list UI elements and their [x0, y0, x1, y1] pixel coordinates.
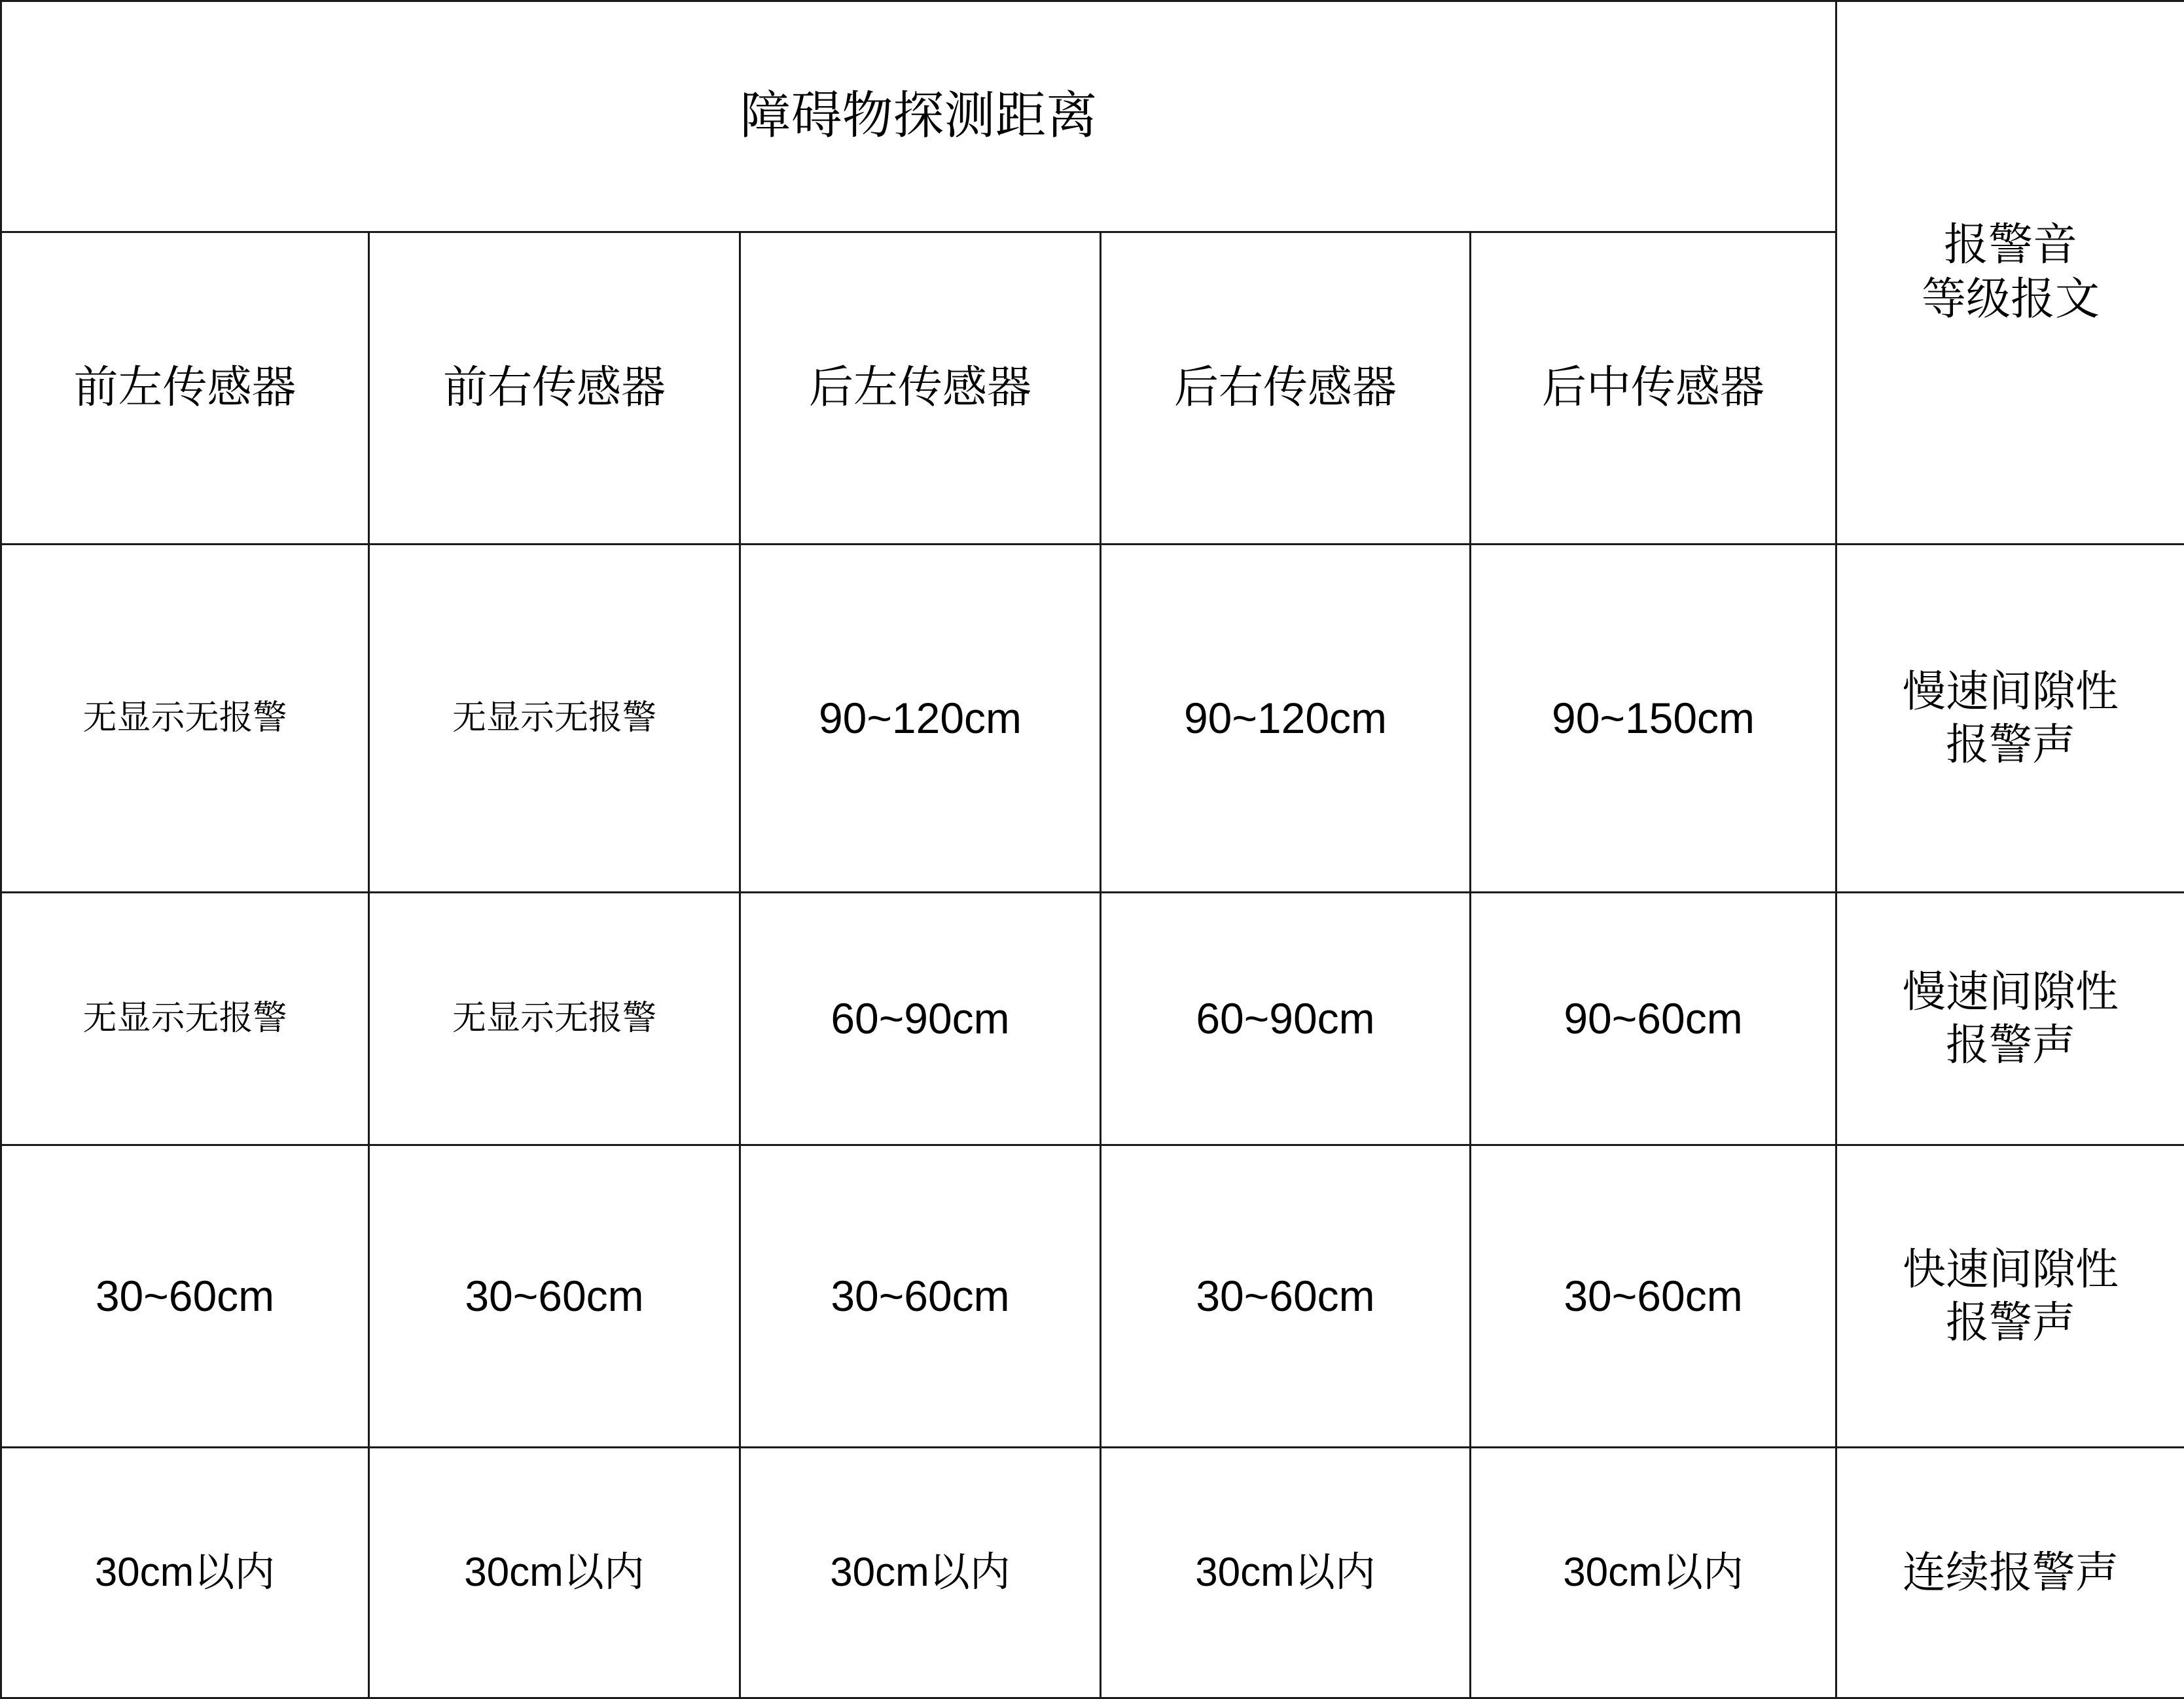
alarm-text-line: 慢速间隙性 [1837, 966, 2184, 1019]
table-cell: 30cm以内 [1101, 1448, 1471, 1698]
alarm-cell [1836, 1145, 2184, 1448]
alarm-cell [1836, 1448, 2184, 1698]
column-header-front-right: 前右传感器 [369, 232, 740, 545]
table-cell: 无显示无报警 [1, 545, 369, 893]
table-cell: 90~150cm [1471, 545, 1836, 893]
alarm-level-header [1836, 1, 2184, 545]
alarm-cell [1836, 893, 2184, 1145]
table-cell: 30~60cm [1, 1145, 369, 1448]
alarm-text-line: 报警声 [1837, 1297, 2184, 1350]
table-cell: 90~120cm [740, 545, 1101, 893]
alarm-text-line: 连续报警声 [1837, 1547, 2184, 1600]
alarm-header-line-1: 报警音 [1837, 219, 2184, 273]
table-title: 障碍物探测距离 [1, 1, 1836, 232]
table-cell: 无显示无报警 [369, 545, 740, 893]
column-header-front-left: 前左传感器 [1, 232, 369, 545]
table-cell: 30~60cm [740, 1145, 1101, 1448]
title-row [1, 1, 2184, 232]
table-cell: 60~90cm [1101, 893, 1471, 1145]
alarm-cell [1836, 545, 2184, 893]
table-cell: 90~120cm [1101, 545, 1471, 893]
column-header-rear-center: 后中传感器 [1471, 232, 1836, 545]
table-cell: 30cm以内 [740, 1448, 1101, 1698]
table-cell: 30cm以内 [369, 1448, 740, 1698]
alarm-header-line-2: 等级报文 [1837, 273, 2184, 327]
table-cell: 30cm以内 [1, 1448, 369, 1698]
table-cell: 无显示无报警 [1, 893, 369, 1145]
table-cell: 30~60cm [1101, 1145, 1471, 1448]
alarm-text-line: 报警声 [1837, 719, 2184, 772]
alarm-text-line: 慢速间隙性 [1837, 666, 2184, 719]
table-row [1, 1448, 2184, 1698]
alarm-text-line: 报警声 [1837, 1019, 2184, 1072]
alarm-text-line: 快速间隙性 [1837, 1243, 2184, 1297]
column-header-rear-right: 后右传感器 [1101, 232, 1471, 545]
table-cell: 30~60cm [1471, 1145, 1836, 1448]
table-cell: 30cm以内 [1471, 1448, 1836, 1698]
table-cell: 90~60cm [1471, 893, 1836, 1145]
table-row [1, 893, 2184, 1145]
table-row [1, 1145, 2184, 1448]
table-cell: 30~60cm [369, 1145, 740, 1448]
table-row [1, 545, 2184, 893]
column-header-rear-left: 后左传感器 [740, 232, 1101, 545]
table-cell: 60~90cm [740, 893, 1101, 1145]
table-cell: 无显示无报警 [369, 893, 740, 1145]
